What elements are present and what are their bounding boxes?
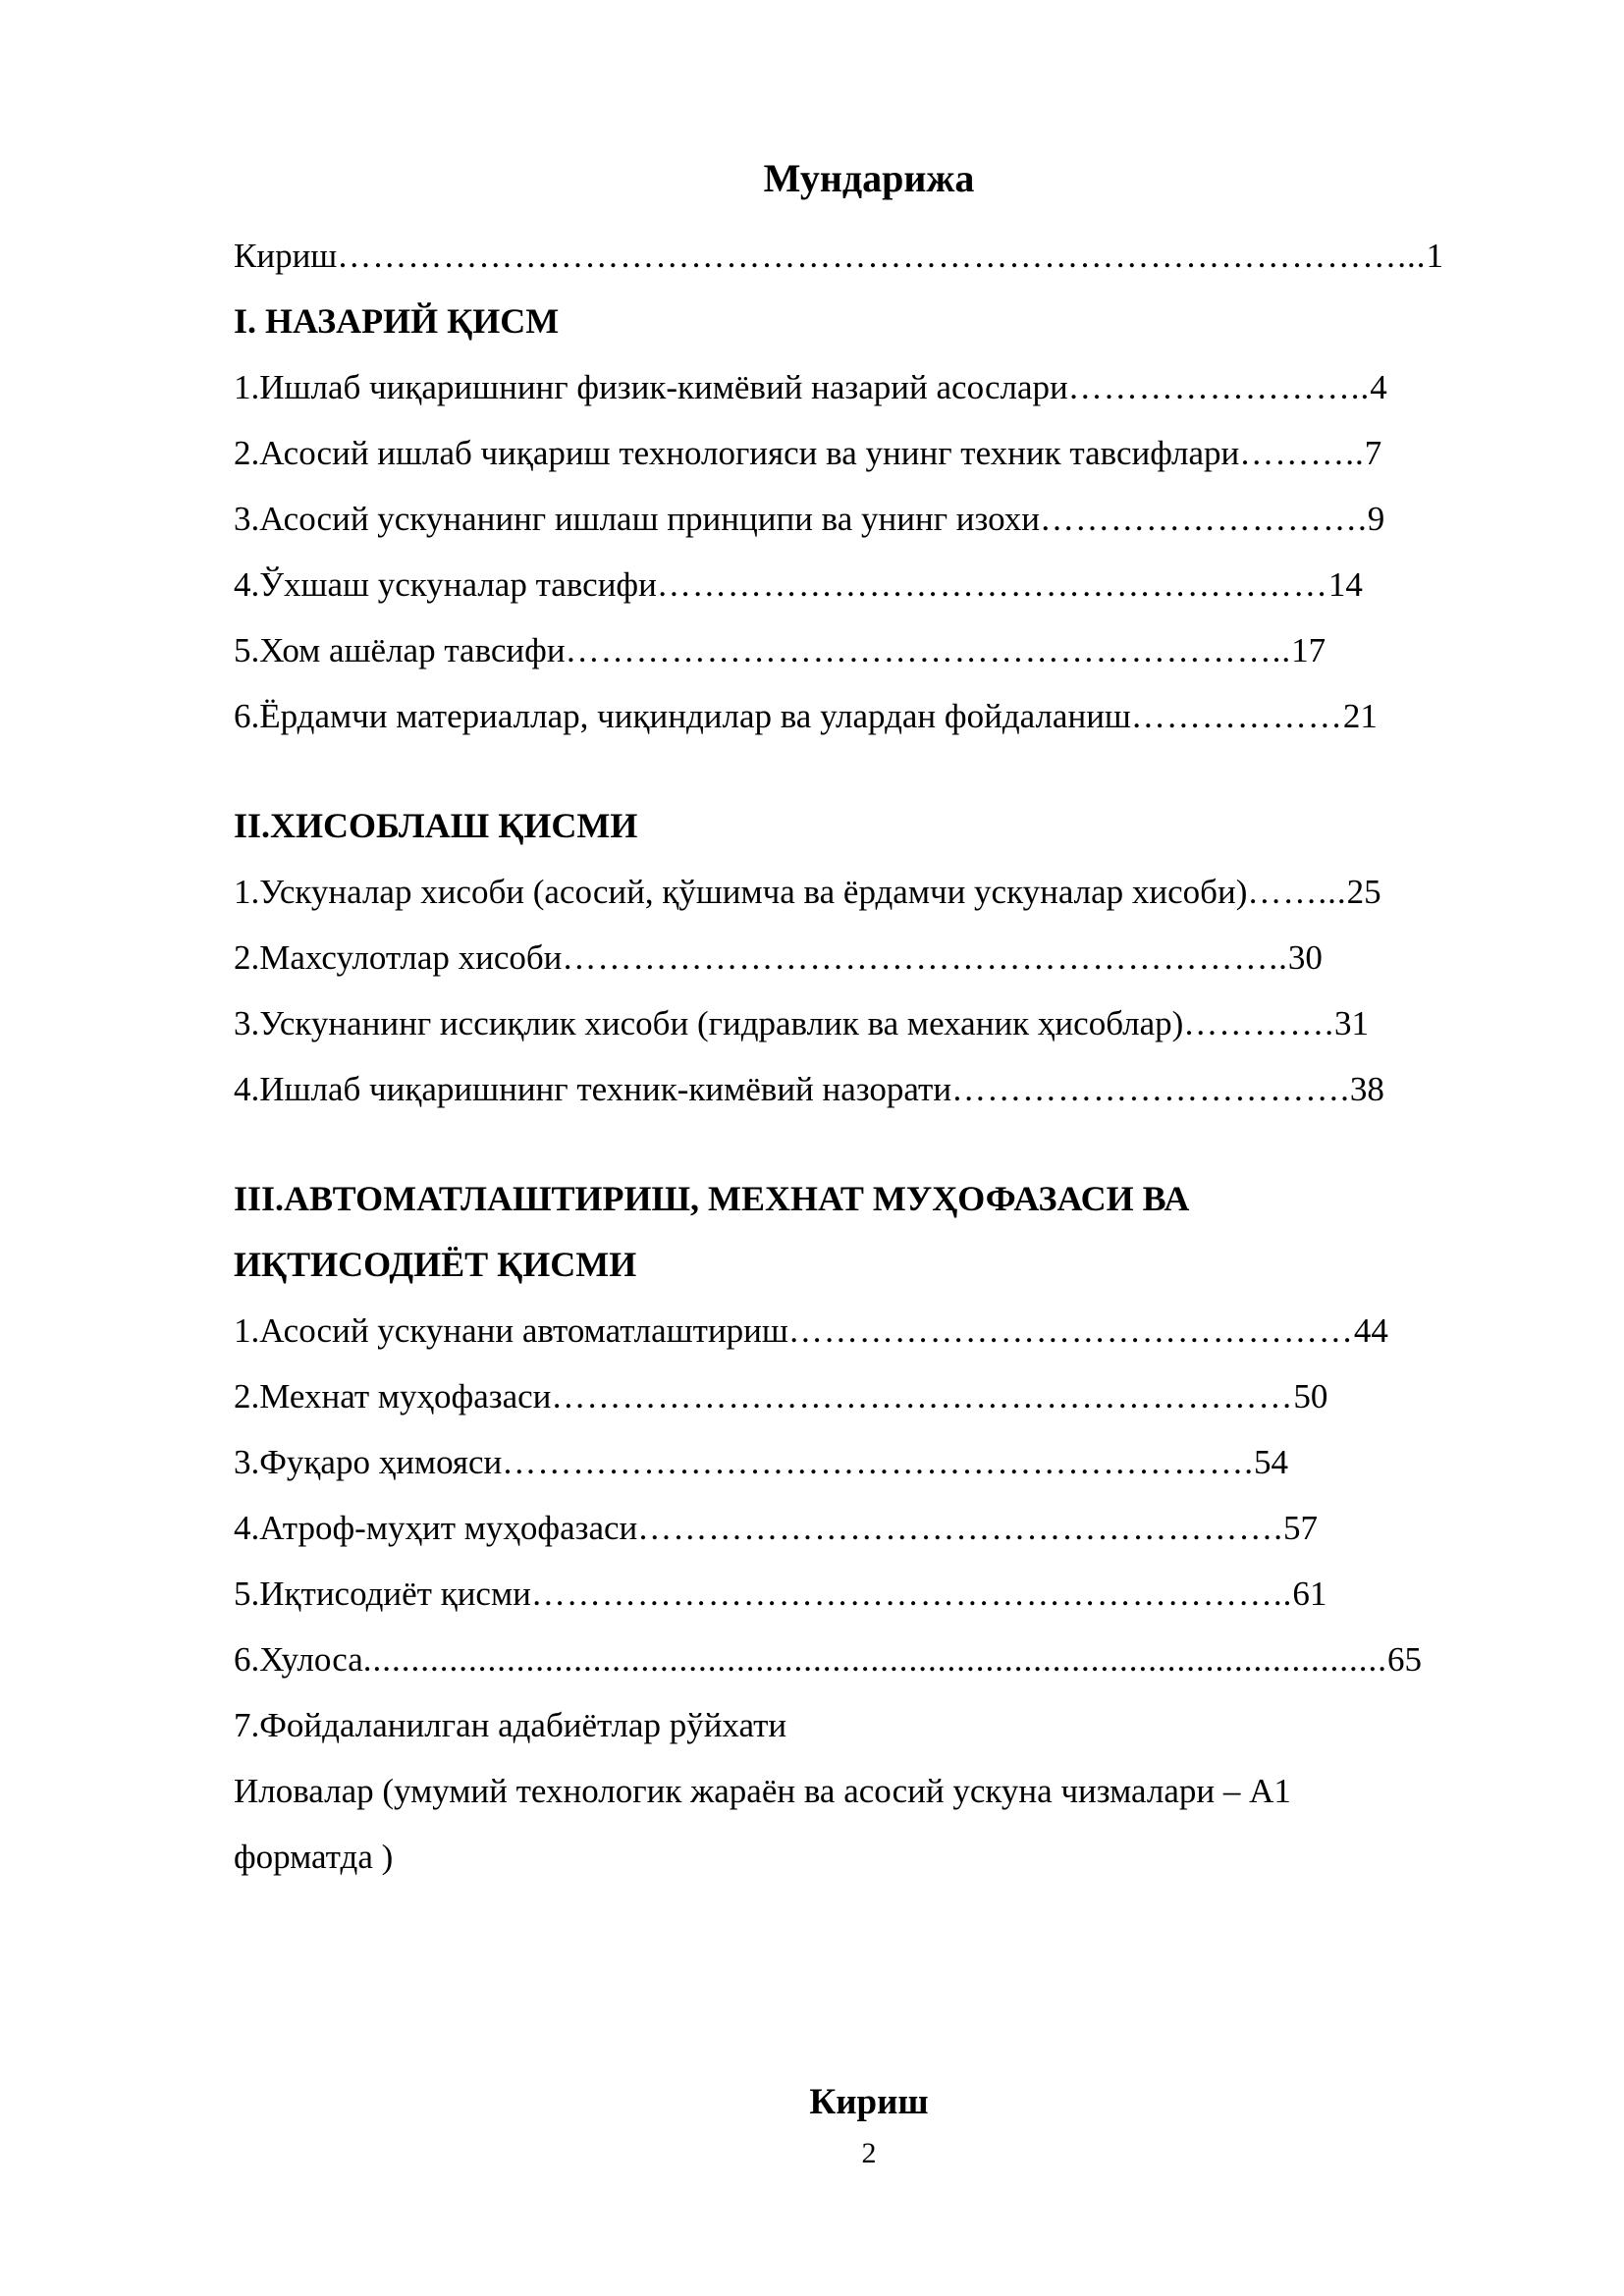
toc-entry-leader-dots: ………………………………………………………	[551, 1377, 1294, 1415]
toc-entry-page-number: 7	[1364, 434, 1382, 472]
toc-entry-page-number: 38	[1349, 1070, 1384, 1108]
toc-entry	[234, 859, 1510, 925]
toc-entry-title: 2.Мехнат муҳофазаси	[234, 1377, 552, 1415]
toc-entry-page-number: 54	[1254, 1443, 1289, 1481]
toc-entry-title: 1.Ишлаб чиқаришнинг физик-кимёвий назарий асослари	[234, 368, 1068, 406]
toc-entry-page-number: 21	[1342, 697, 1378, 735]
toc-entry-title: 3.Асосий ускунанинг ишлаш принципи ва унинг изохи	[234, 500, 1041, 538]
toc-entry	[234, 1298, 1510, 1363]
toc-entry-page-number: 14	[1327, 565, 1363, 604]
toc-section-heading: I. НАЗАРИЙ ҚИСМ	[234, 301, 560, 341]
toc-entry-page-number: 1	[1426, 237, 1444, 275]
toc-entry-page-number: 50	[1293, 1377, 1328, 1415]
toc-entry	[234, 223, 1510, 289]
toc-entry	[234, 354, 1510, 420]
toc-entry-leader-dots: …………………………………………	[787, 1311, 1354, 1350]
table-of-contents	[234, 223, 1510, 1890]
toc-entry	[234, 486, 1510, 552]
toc-entry-leader-dots: ………..	[1239, 434, 1365, 472]
toc-entry	[234, 1429, 1510, 1495]
toc-entry-leader-dots: ………………………………………………………………………………...	[337, 237, 1427, 275]
toc-entry	[234, 925, 1510, 990]
toc-entry-title: 2.Махсулотлар хисоби	[234, 938, 563, 977]
toc-entry-page-number: 31	[1334, 1004, 1370, 1042]
page-number: 2	[861, 2137, 877, 2169]
toc-entry	[234, 617, 1510, 683]
toc-entry-page-number: 65	[1387, 1640, 1422, 1679]
toc-entry	[234, 552, 1510, 617]
toc-entry	[234, 1627, 1510, 1692]
toc-entry-leader-dots: ………………	[1130, 697, 1343, 735]
toc-note-line: Иловалар (умумий технологик жараён ва асосий ускуна чизмалари – А1	[234, 1772, 1291, 1810]
section-heading-introduction: Кириш	[809, 2082, 929, 2122]
toc-entry-title: 3.Ускунанинг иссиқлик хисоби (гидравлик ва механик ҳисоблар)	[234, 1004, 1184, 1042]
toc-entry	[234, 990, 1510, 1056]
toc-entry-title: 7.Фойдаланилган адабиётлар рўйхати	[234, 1706, 787, 1744]
toc-entry	[234, 1561, 1510, 1627]
toc-entry-title: 1.Ускуналар хисоби (асосий, қўшимча ва ёрдамчи ускуналар хисоби)	[234, 873, 1248, 911]
toc-entry-page-number: 44	[1353, 1311, 1388, 1350]
toc-entry-leader-dots: …………………………….	[951, 1070, 1350, 1108]
toc-entry	[234, 683, 1510, 749]
toc-note-line: форматда )	[234, 1838, 394, 1876]
toc-entry-leader-dots: ……………………………………………………….	[502, 1443, 1255, 1481]
toc-entry-leader-dots: ……………………….	[1040, 500, 1368, 538]
toc-entry-page-number: 4	[1370, 368, 1387, 406]
toc-entry-leader-dots: ……………………………………………………..	[565, 631, 1292, 669]
toc-title: Мундарижа	[763, 156, 975, 200]
toc-entry-title: 4.Атроф-муҳит муҳофазаси	[234, 1509, 638, 1547]
toc-section-heading: ИҚТИСОДИЁТ ҚИСМИ	[234, 1245, 637, 1284]
toc-entry-title: 3.Фуқаро ҳимояси	[234, 1443, 503, 1481]
toc-entry-leader-dots: ……………………………………………………..	[562, 938, 1288, 977]
toc-entry-page-number: 30	[1287, 938, 1323, 977]
toc-entry	[234, 1056, 1510, 1122]
toc-entry	[234, 1363, 1510, 1429]
toc-entry-leader-dots: ………….	[1183, 1004, 1335, 1042]
toc-entry-title: 4.Ишлаб чиқаришнинг техник-кимёвий назорати	[234, 1070, 952, 1108]
toc-section-heading: II.ХИСОБЛАШ ҚИСМИ	[234, 806, 638, 845]
toc-entry-title: Кириш	[234, 237, 338, 275]
toc-entry-title: 2.Асосий ишлаб чиқариш технологияси ва унинг техник тавсифлари	[234, 434, 1240, 472]
toc-entry-leader-dots: ……………………………………………….	[637, 1509, 1283, 1547]
toc-entry-leader-dots: …………………………………………………	[656, 565, 1328, 604]
toc-entry-leader-dots: ……...	[1247, 873, 1347, 911]
section-spacer	[234, 1122, 1510, 1166]
toc-entry-leader-dots: ……………………..	[1067, 368, 1371, 406]
toc-entry	[234, 1692, 1510, 1758]
toc-entry-page-number: 25	[1346, 873, 1381, 911]
toc-entry-page-number: 57	[1283, 1509, 1318, 1547]
toc-entry	[234, 420, 1510, 486]
toc-entry-page-number: 9	[1367, 500, 1385, 538]
toc-entry-title: 4.Ўхшаш ускуналар тавсифи	[234, 565, 657, 604]
toc-entry-leader-dots: ………………………………………………………..	[530, 1575, 1293, 1613]
toc-entry-leader-dots: ...........................................................................................................	[362, 1640, 1387, 1679]
toc-entry	[234, 1495, 1510, 1561]
section-spacer	[234, 749, 1510, 793]
toc-entry-title: 5.Хом ашёлар тавсифи	[234, 631, 566, 669]
toc-entry-title: 1.Асосий ускунани автоматлаштириш	[234, 1311, 788, 1350]
toc-entry-title: 5.Иқтисодиёт қисми	[234, 1575, 531, 1613]
toc-entry-page-number: 17	[1291, 631, 1326, 669]
toc-entry-title: 6.Ёрдамчи материаллар, чиқиндилар ва улардан фойдаланиш	[234, 697, 1131, 735]
toc-entry-page-number: 61	[1292, 1575, 1327, 1613]
toc-section-heading: III.АВТОМАТЛАШТИРИШ, МЕХНАТ МУҲОФАЗАСИ ВА	[234, 1179, 1190, 1218]
toc-entry-title: 6.Хулоса	[234, 1640, 363, 1679]
